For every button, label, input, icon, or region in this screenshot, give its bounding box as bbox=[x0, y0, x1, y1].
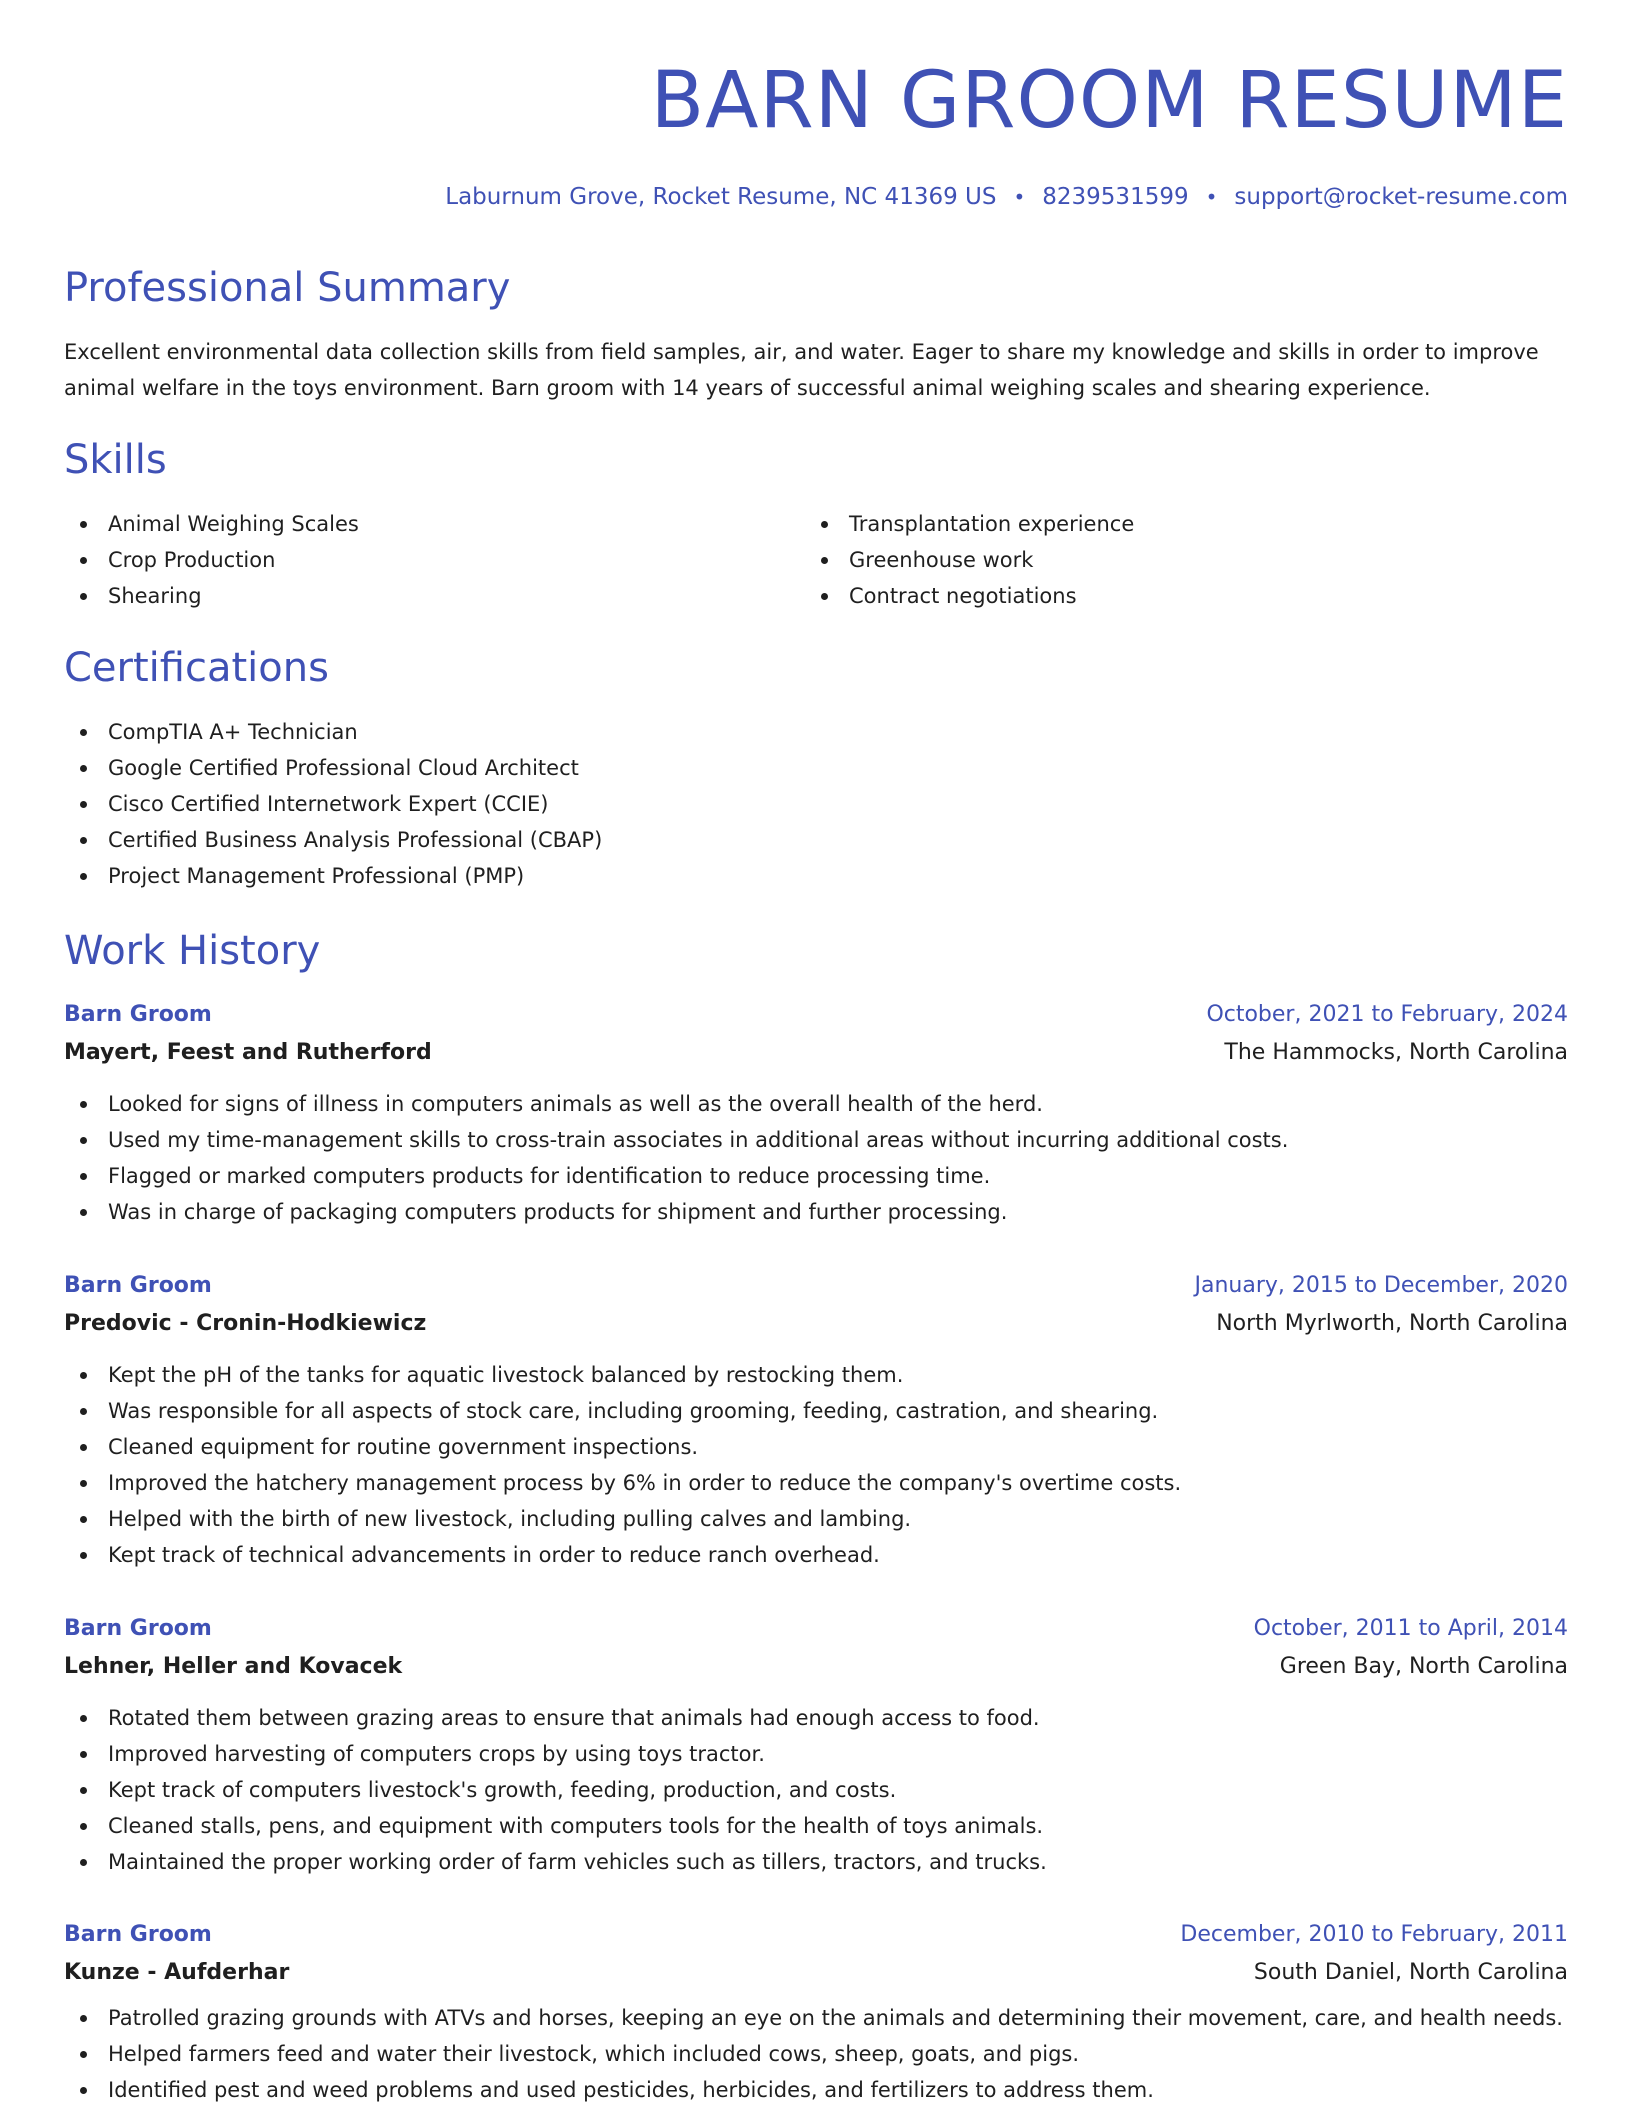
job-location: Green Bay, North Carolina bbox=[1279, 1654, 1568, 1679]
job-entry bbox=[64, 1610, 1568, 1880]
skill-item: Shearing bbox=[64, 578, 764, 614]
job-bullet: Cleaned stalls, pens, and equipment with computers tools for the health of toys animals. bbox=[64, 1808, 1568, 1844]
job-bullet: Helped farmers feed and water their livestock, which included cows, sheep, goats, and pigs. bbox=[64, 2036, 1568, 2072]
job-dates: October, 2011 to April, 2014 bbox=[1253, 1616, 1568, 1641]
contact-email[interactable]: support@rocket-resume.com bbox=[1234, 184, 1568, 210]
job-entry bbox=[64, 1916, 1568, 2108]
job-title: Barn Groom bbox=[64, 1922, 212, 1947]
skill-item: Transplantation experience bbox=[805, 506, 1505, 542]
contact-phone: 8239531599 bbox=[1042, 184, 1189, 210]
job-dates: October, 2021 to February, 2024 bbox=[1206, 1002, 1568, 1027]
resume-name: BARN GROOM RESUME bbox=[650, 56, 1568, 146]
job-title: Barn Groom bbox=[64, 1616, 212, 1641]
job-bullet: Kept the pH of the tanks for aquatic livestock balanced by restocking them. bbox=[64, 1357, 1568, 1393]
certification-item: Certified Business Analysis Professional (CBAP) bbox=[64, 822, 602, 858]
job-bullet: Maintained the proper working order of farm vehicles such as tillers, tractors, and trucks. bbox=[64, 1844, 1568, 1880]
job-bullet: Patrolled grazing grounds with ATVs and horses, keeping an eye on the animals and determining their movement, care, and health needs. bbox=[64, 2000, 1568, 2036]
certifications-heading: Certifications bbox=[64, 645, 329, 691]
job-bullet: Kept track of technical advancements in order to reduce ranch overhead. bbox=[64, 1537, 1568, 1573]
job-title: Barn Groom bbox=[64, 1273, 212, 1298]
certification-item: Project Management Professional (PMP) bbox=[64, 858, 602, 894]
job-bullet: Was in charge of packaging computers products for shipment and further processing. bbox=[64, 1194, 1568, 1230]
job-dates: December, 2010 to February, 2011 bbox=[1180, 1922, 1568, 1947]
job-location: South Daniel, North Carolina bbox=[1253, 1960, 1568, 1985]
contact-line bbox=[445, 181, 1568, 213]
contact-separator: • bbox=[1013, 185, 1026, 209]
job-bullet: Helped with the birth of new livestock, including pulling calves and lambing. bbox=[64, 1501, 1568, 1537]
summary-heading: Professional Summary bbox=[64, 265, 511, 311]
skill-item: Crop Production bbox=[64, 542, 764, 578]
job-bullet: Cleaned equipment for routine government inspections. bbox=[64, 1429, 1568, 1465]
contact-address: Laburnum Grove, Rocket Resume, NC 41369 US bbox=[445, 184, 997, 210]
job-title: Barn Groom bbox=[64, 1002, 212, 1027]
job-bullet: Rotated them between grazing areas to ensure that animals had enough access to food. bbox=[64, 1700, 1568, 1736]
certification-item: Google Certified Professional Cloud Architect bbox=[64, 750, 602, 786]
skills-heading: Skills bbox=[64, 437, 167, 483]
job-bullet: Improved the hatchery management process by 6% in order to reduce the company's overtime costs. bbox=[64, 1465, 1568, 1501]
work-history-heading: Work History bbox=[64, 928, 321, 974]
job-entry bbox=[64, 1267, 1568, 1573]
skill-item: Greenhouse work bbox=[805, 542, 1505, 578]
job-bullet: Kept track of computers livestock's growth, feeding, production, and costs. bbox=[64, 1772, 1568, 1808]
job-dates: January, 2015 to December, 2020 bbox=[1194, 1273, 1568, 1298]
skill-item: Contract negotiations bbox=[805, 578, 1505, 614]
contact-separator: • bbox=[1205, 185, 1218, 209]
certifications-list bbox=[64, 714, 602, 894]
job-bullet: Flagged or marked computers products for identification to reduce processing time. bbox=[64, 1158, 1568, 1194]
job-entry bbox=[64, 996, 1568, 1230]
job-bullet: Identified pest and weed problems and used pesticides, herbicides, and fertilizers to address them. bbox=[64, 2072, 1568, 2108]
job-location: North Myrlworth, North Carolina bbox=[1216, 1311, 1568, 1336]
job-company: Predovic - Cronin-Hodkiewicz bbox=[64, 1311, 427, 1336]
job-company: Mayert, Feest and Rutherford bbox=[64, 1040, 432, 1065]
certification-item: Cisco Certified Internetwork Expert (CCIE) bbox=[64, 786, 602, 822]
job-bullet: Looked for signs of illness in computers animals as well as the overall health of the herd. bbox=[64, 1086, 1568, 1122]
job-bullet: Used my time-management skills to cross-train associates in additional areas without incurring additional costs. bbox=[64, 1122, 1568, 1158]
job-company: Lehner, Heller and Kovacek bbox=[64, 1654, 403, 1679]
job-location: The Hammocks, North Carolina bbox=[1224, 1040, 1568, 1065]
job-company: Kunze - Aufderhar bbox=[64, 1960, 290, 1985]
job-bullet: Improved harvesting of computers crops by using toys tractor. bbox=[64, 1736, 1568, 1772]
skills-column-right bbox=[805, 506, 1505, 614]
skills-column-left bbox=[64, 506, 764, 614]
skill-item: Animal Weighing Scales bbox=[64, 506, 764, 542]
job-bullet: Was responsible for all aspects of stock care, including grooming, feeding, castration, and shearing. bbox=[64, 1393, 1568, 1429]
certification-item: CompTIA A+ Technician bbox=[64, 714, 602, 750]
summary-text: Excellent environmental data collection skills from field samples, air, and water. Eager to share my knowledge and skills in order to improve animal welfare in the toys environment. Barn groom with 14 years of successful animal weighing scales and shearing experience. bbox=[64, 340, 1539, 400]
